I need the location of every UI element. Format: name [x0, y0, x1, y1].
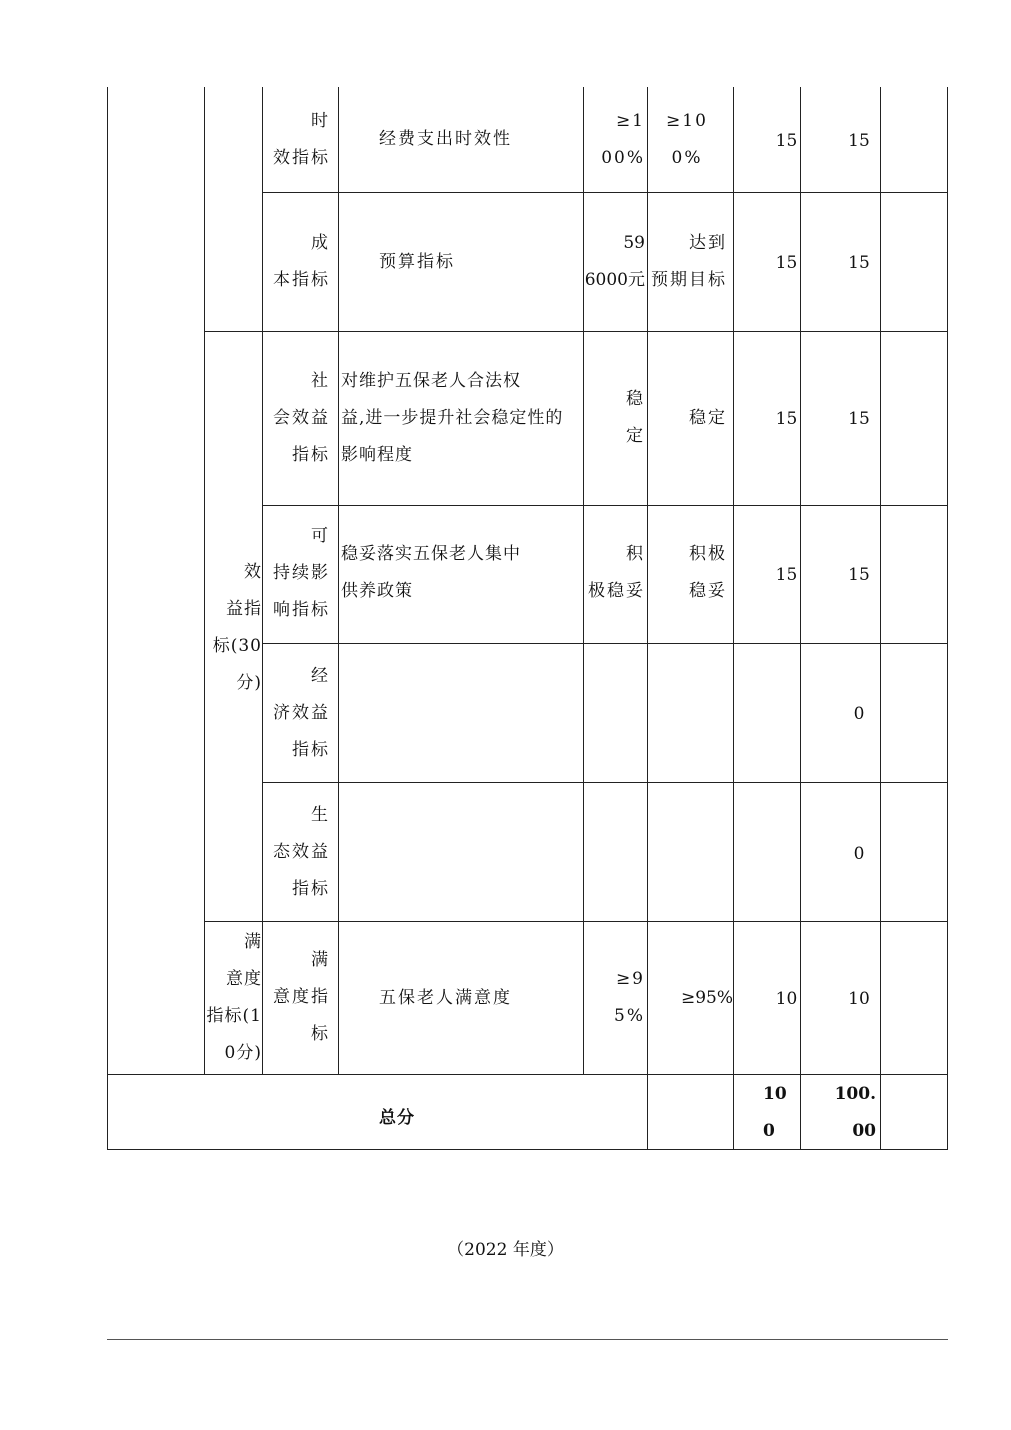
weight-timeliness: 15 [775, 131, 798, 151]
row-line-5 [262, 782, 948, 783]
annual-target-timeliness: ≥1 00% [601, 111, 645, 168]
score-social: 15 [848, 409, 870, 429]
actual-value-satisfaction: ≥95% [680, 988, 733, 1008]
indicator-desc-cost: 预算指标 [379, 252, 455, 272]
score-timeliness: 15 [848, 131, 870, 151]
l3-indicator-economic: 经 济效益 指标 [273, 666, 330, 760]
l3-indicator-timeliness: 时 效指标 [273, 111, 330, 168]
annual-target-cost: 59 6000元 [584, 233, 645, 290]
score-economic: 0 [853, 704, 865, 724]
actual-value-social: 稳定 [689, 408, 727, 428]
weight-sustainable: 15 [775, 565, 798, 585]
l3-indicator-sustainable: 可 持续影 响指标 [273, 526, 330, 620]
indicator-desc-satisfaction: 五保老人满意度 [379, 988, 512, 1008]
footer-rule [107, 1339, 948, 1340]
l3-indicator-satisfaction: 满 意度指 标 [273, 950, 330, 1044]
indicator-desc-sustainable: 稳妥落实五保老人集中 供养政策 [341, 544, 521, 601]
indicator-desc-timeliness: 经费支出时效性 [379, 129, 512, 149]
score-cost: 15 [848, 253, 870, 273]
indicator-desc-social: 对维护五保老人合法权 益,进一步提升社会稳定性的 影响程度 [341, 371, 564, 465]
score-satisfaction: 10 [848, 989, 870, 1009]
weight-satisfaction: 10 [775, 989, 798, 1009]
row-line-4 [262, 643, 948, 644]
annual-target-sustainable: 积 极稳妥 [588, 544, 645, 601]
l3-indicator-social: 社 会效益 指标 [273, 371, 330, 465]
actual-value-timeliness: ≥10 0% [666, 111, 708, 168]
weight-social: 15 [775, 409, 798, 429]
l3-indicator-ecological: 生 态效益 指标 [273, 805, 330, 899]
col-line-desc [338, 87, 339, 1075]
weight-cost: 15 [775, 253, 798, 273]
l3-indicator-cost: 成 本指标 [273, 233, 330, 290]
row-line-3 [262, 505, 948, 506]
row-line-6 [204, 921, 948, 922]
table-border-right [947, 87, 948, 1150]
annual-target-social: 稳 定 [626, 389, 645, 446]
actual-value-cost: 达到 预期目标 [651, 233, 727, 290]
total-label: 总分 [379, 1108, 415, 1128]
table-border-left [107, 87, 108, 1150]
row-line-7 [107, 1074, 948, 1075]
l2-indicator-satisfaction: 满 意度 指标(1 0分) [206, 932, 262, 1063]
row-line-2 [204, 331, 948, 332]
row-line-1 [262, 192, 948, 193]
score-ecological: 0 [853, 844, 865, 864]
annual-target-satisfaction: ≥9 5% [614, 969, 645, 1026]
score-sustainable: 15 [848, 565, 870, 585]
total-score: 100. 00 [834, 1084, 876, 1141]
l2-indicator-benefit: 效 益指 标(30 分) [212, 562, 262, 693]
actual-value-sustainable: 积极 稳妥 [689, 544, 727, 601]
report-year: （2022 年度） [447, 1240, 564, 1260]
total-weight: 10 0 [763, 1084, 787, 1141]
